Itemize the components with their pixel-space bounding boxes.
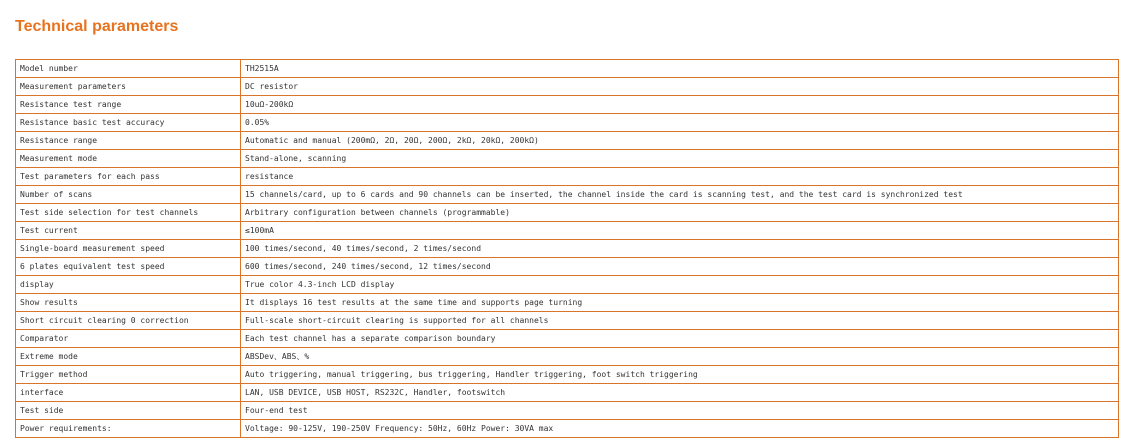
parameter-name: Short circuit clearing 0 correction bbox=[16, 312, 241, 330]
parameter-name: Test side bbox=[16, 402, 241, 420]
parameter-name: Resistance test range bbox=[16, 96, 241, 114]
parameter-value: Each test channel has a separate comparison boundary bbox=[241, 330, 1119, 348]
parameter-value: Auto triggering, manual triggering, bus triggering, Handler triggering, foot switch triggering bbox=[241, 366, 1119, 384]
parameter-name: Trigger method bbox=[16, 366, 241, 384]
table-row bbox=[16, 384, 1119, 402]
table-row bbox=[16, 258, 1119, 276]
parameter-name: Extreme mode bbox=[16, 348, 241, 366]
table-row bbox=[16, 168, 1119, 186]
parameter-name: display bbox=[16, 276, 241, 294]
parameter-value: DC resistor bbox=[241, 78, 1119, 96]
table-row bbox=[16, 60, 1119, 78]
parameter-value: 15 channels/card, up to 6 cards and 90 channels can be inserted, the channel inside the card is scanning test, and the test card is synchronized test bbox=[241, 186, 1119, 204]
parameter-name: Test current bbox=[16, 222, 241, 240]
table-row bbox=[16, 294, 1119, 312]
table-row bbox=[16, 78, 1119, 96]
table-body bbox=[16, 60, 1119, 438]
parameter-name: Comparator bbox=[16, 330, 241, 348]
parameter-name: Show results bbox=[16, 294, 241, 312]
table-row bbox=[16, 240, 1119, 258]
parameter-value: Automatic and manual (200mΩ, 2Ω, 20Ω, 200Ω, 2kΩ, 20kΩ, 200kΩ) bbox=[241, 132, 1119, 150]
parameter-value: ABSDev、ABS、% bbox=[241, 348, 1119, 366]
parameter-name: Resistance basic test accuracy bbox=[16, 114, 241, 132]
parameter-value: resistance bbox=[241, 168, 1119, 186]
parameter-name: Resistance range bbox=[16, 132, 241, 150]
parameter-value: Arbitrary configuration between channels (programmable) bbox=[241, 204, 1119, 222]
parameter-name: Power requirements: bbox=[16, 420, 241, 438]
parameter-value: Voltage: 90-125V, 190-250V Frequency: 50Hz, 60Hz Power: 30VA max bbox=[241, 420, 1119, 438]
parameter-name: 6 plates equivalent test speed bbox=[16, 258, 241, 276]
table-row bbox=[16, 402, 1119, 420]
table-row bbox=[16, 276, 1119, 294]
technical-parameters-table bbox=[15, 59, 1119, 438]
table-row bbox=[16, 366, 1119, 384]
parameter-value: 600 times/second, 240 times/second, 12 times/second bbox=[241, 258, 1119, 276]
parameter-name: Measurement parameters bbox=[16, 78, 241, 96]
parameter-name: Model number bbox=[16, 60, 241, 78]
parameter-value: LAN, USB DEVICE, USB HOST, RS232C, Handler, footswitch bbox=[241, 384, 1119, 402]
parameter-value: Four-end test bbox=[241, 402, 1119, 420]
table-row bbox=[16, 312, 1119, 330]
table-row bbox=[16, 132, 1119, 150]
table-row bbox=[16, 186, 1119, 204]
page-title: Technical parameters bbox=[15, 18, 179, 35]
parameter-name: Test parameters for each pass bbox=[16, 168, 241, 186]
parameter-name: Single-board measurement speed bbox=[16, 240, 241, 258]
parameter-value: 0.05% bbox=[241, 114, 1119, 132]
table-row bbox=[16, 96, 1119, 114]
table-row bbox=[16, 204, 1119, 222]
table-row bbox=[16, 348, 1119, 366]
parameter-name: Test side selection for test channels bbox=[16, 204, 241, 222]
parameter-value: ≤100mA bbox=[241, 222, 1119, 240]
parameter-value: True color 4.3-inch LCD display bbox=[241, 276, 1119, 294]
parameter-value: TH2515A bbox=[241, 60, 1119, 78]
parameter-name: Measurement mode bbox=[16, 150, 241, 168]
parameter-value: It displays 16 test results at the same time and supports page turning bbox=[241, 294, 1119, 312]
table-row bbox=[16, 330, 1119, 348]
table-row bbox=[16, 114, 1119, 132]
parameter-value: Stand-alone, scanning bbox=[241, 150, 1119, 168]
parameter-value: Full-scale short-circuit clearing is supported for all channels bbox=[241, 312, 1119, 330]
parameter-name: interface bbox=[16, 384, 241, 402]
table-row bbox=[16, 222, 1119, 240]
parameter-name: Number of scans bbox=[16, 186, 241, 204]
table-row bbox=[16, 420, 1119, 438]
table-row bbox=[16, 150, 1119, 168]
parameter-value: 100 times/second, 40 times/second, 2 times/second bbox=[241, 240, 1119, 258]
parameter-value: 10uΩ-200kΩ bbox=[241, 96, 1119, 114]
